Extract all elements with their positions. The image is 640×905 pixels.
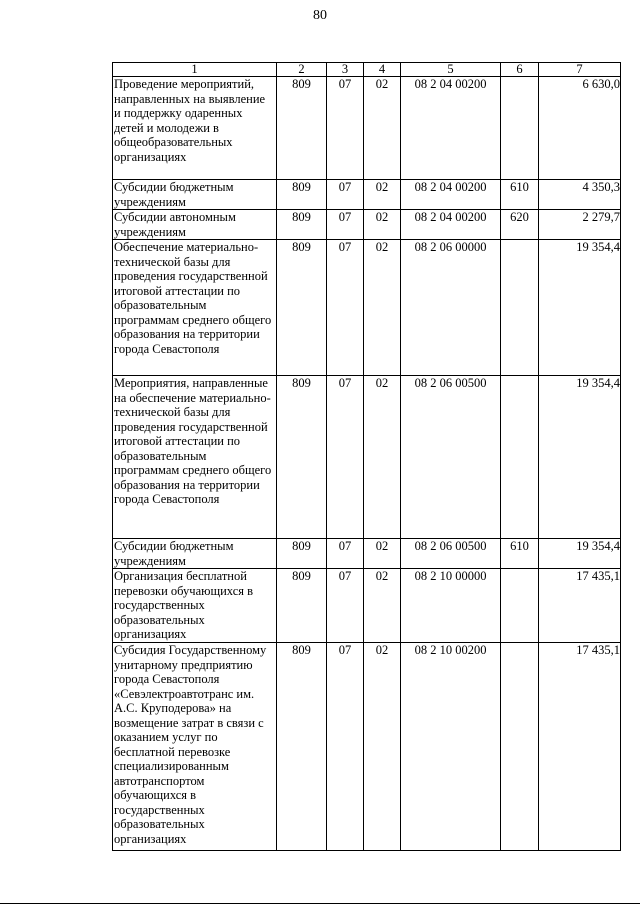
target-article-code: 08 2 04 00200	[401, 77, 501, 180]
table-row	[113, 376, 621, 539]
subsection-code: 02	[364, 569, 401, 643]
ministry-code: 809	[277, 569, 327, 643]
header-cell: 3	[327, 63, 364, 77]
target-article-code: 08 2 06 00500	[401, 539, 501, 569]
ministry-code: 809	[277, 376, 327, 539]
subsection-code: 02	[364, 376, 401, 539]
amount: 19 354,4	[539, 539, 621, 569]
subsection-code: 02	[364, 643, 401, 851]
row-name: Субсидии бюджетным учреждениям	[113, 539, 277, 569]
amount: 6 630,0	[539, 77, 621, 180]
section-code: 07	[327, 77, 364, 180]
ministry-code: 809	[277, 643, 327, 851]
amount: 17 435,1	[539, 643, 621, 851]
target-article-code: 08 2 10 00000	[401, 569, 501, 643]
section-code: 07	[327, 180, 364, 210]
row-name: Обеспечение материально-технической базы для проведения государственной итоговой аттестации по образовательным программам среднего общего образования на территории города Севастополя	[113, 240, 277, 376]
subsection-code: 02	[364, 240, 401, 376]
table-row	[113, 569, 621, 643]
header-cell: 7	[539, 63, 621, 77]
expense-type-code	[501, 376, 539, 539]
subsection-code: 02	[364, 180, 401, 210]
section-code: 07	[327, 240, 364, 376]
target-article-code: 08 2 04 00200	[401, 180, 501, 210]
header-cell: 5	[401, 63, 501, 77]
row-name: Субсидии автономным учреждениям	[113, 210, 277, 240]
expense-type-code	[501, 643, 539, 851]
table-row	[113, 643, 621, 851]
ministry-code: 809	[277, 539, 327, 569]
target-article-code: 08 2 04 00200	[401, 210, 501, 240]
expense-type-code	[501, 569, 539, 643]
subsection-code: 02	[364, 77, 401, 180]
budget-table	[112, 62, 621, 851]
scan-edge-line	[0, 903, 640, 904]
section-code: 07	[327, 210, 364, 240]
row-name: Организация бесплатной перевозки обучающихся в государственных образовательных организациях	[113, 569, 277, 643]
table-row	[113, 77, 621, 180]
table-row	[113, 180, 621, 210]
header-cell: 4	[364, 63, 401, 77]
ministry-code: 809	[277, 180, 327, 210]
header-cell: 6	[501, 63, 539, 77]
target-article-code: 08 2 06 00500	[401, 376, 501, 539]
row-name: Мероприятия, направленные на обеспечение материально-технической базы для проведения государственной итоговой аттестации по образовательным программам среднего общего образования на территории города Севастополя	[113, 376, 277, 539]
ministry-code: 809	[277, 210, 327, 240]
row-name: Субсидии бюджетным учреждениям	[113, 180, 277, 210]
section-code: 07	[327, 539, 364, 569]
amount: 19 354,4	[539, 240, 621, 376]
section-code: 07	[327, 643, 364, 851]
amount: 17 435,1	[539, 569, 621, 643]
table-row	[113, 539, 621, 569]
table-row	[113, 240, 621, 376]
amount: 19 354,4	[539, 376, 621, 539]
ministry-code: 809	[277, 240, 327, 376]
section-code: 07	[327, 376, 364, 539]
table-row	[113, 210, 621, 240]
row-name: Субсидия Государственному унитарному предприятию города Севастополя «Севэлектроавтотранс им. А.С. Круподерова» на возмещение затрат в связи с оказанием услуг по бесплатной перевозке специализированным автотранспортом обучающихся в государственных образовательных организациях	[113, 643, 277, 851]
header-cell: 2	[277, 63, 327, 77]
amount: 2 279,7	[539, 210, 621, 240]
expense-type-code: 610	[501, 539, 539, 569]
ministry-code: 809	[277, 77, 327, 180]
target-article-code: 08 2 10 00200	[401, 643, 501, 851]
subsection-code: 02	[364, 539, 401, 569]
section-code: 07	[327, 569, 364, 643]
target-article-code: 08 2 06 00000	[401, 240, 501, 376]
expense-type-code: 620	[501, 210, 539, 240]
expense-type-code: 610	[501, 180, 539, 210]
subsection-code: 02	[364, 210, 401, 240]
expense-type-code	[501, 77, 539, 180]
table-header-row	[113, 63, 621, 77]
row-name: Проведение мероприятий, направленных на выявление и поддержку одаренных детей и молодежи в общеобразовательных организациях	[113, 77, 277, 180]
amount: 4 350,3	[539, 180, 621, 210]
page-number: 80	[313, 8, 327, 23]
header-cell: 1	[113, 63, 277, 77]
expense-type-code	[501, 240, 539, 376]
